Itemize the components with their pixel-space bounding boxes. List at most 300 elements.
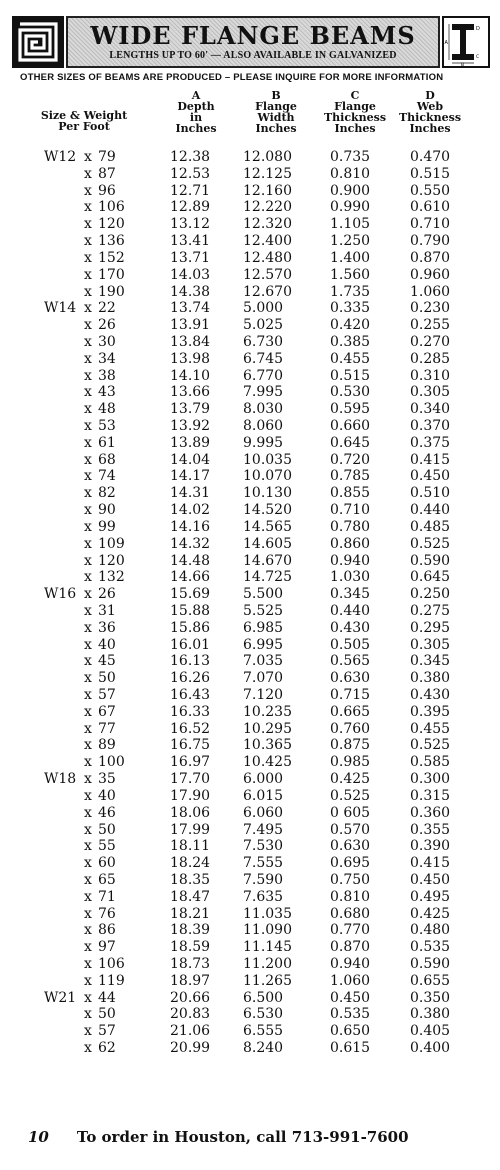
table-row (0, 1023, 500, 1040)
web-thickness-cell: 0.315 (410, 787, 451, 804)
web-thickness-cell: 0.270 (410, 333, 451, 350)
flange-thickness-cell: 0.515 (330, 367, 371, 384)
flange-width-cell: 5.000 (243, 300, 284, 317)
web-thickness-cell: 0.790 (410, 233, 451, 250)
web-thickness-cell: 0.275 (410, 602, 451, 619)
table-row (0, 939, 500, 956)
x-cell: x (84, 350, 92, 367)
size-cell: W14 (44, 300, 77, 317)
greek-key-logo-icon (12, 16, 64, 68)
flange-width-cell: 14.520 (243, 502, 292, 519)
weight-cell: 40 (98, 787, 116, 804)
depth-cell: 16.33 (170, 703, 211, 720)
flange-width-cell: 12.480 (243, 249, 292, 266)
flange-width-cell: 6.770 (243, 367, 284, 384)
web-thickness-cell: 0.510 (410, 485, 451, 502)
table-row (0, 166, 500, 183)
web-thickness-cell: 0.525 (410, 535, 451, 552)
x-cell: x (84, 787, 92, 804)
table-row (0, 721, 500, 738)
title-banner (6, 16, 492, 68)
flange-width-cell: 7.555 (243, 855, 284, 872)
flange-width-cell: 7.070 (243, 670, 284, 687)
depth-cell: 14.66 (170, 569, 211, 586)
flange-width-cell: 10.295 (243, 720, 292, 737)
web-thickness-cell: 0.430 (410, 687, 451, 703)
flange-thickness-cell: 1.735 (330, 283, 371, 300)
column-header-size: Size & Weight Per Foot (40, 109, 128, 133)
x-cell: x (84, 855, 92, 872)
column-header-web-thickness: D Web Thickness Inches (398, 89, 462, 135)
flange-thickness-cell: 0.810 (330, 165, 371, 182)
depth-cell: 14.10 (170, 367, 211, 384)
table-row (0, 822, 500, 839)
flange-width-cell: 7.590 (243, 871, 284, 888)
flange-width-cell: 11.200 (243, 956, 292, 972)
x-cell: x (84, 283, 92, 300)
table-row (0, 653, 500, 670)
web-thickness-cell: 0.350 (410, 989, 451, 1006)
weight-cell: 96 (98, 182, 116, 199)
web-thickness-cell: 0.285 (410, 350, 451, 367)
table-row (0, 973, 500, 990)
x-cell: x (84, 333, 92, 350)
flange-width-cell: 10.235 (243, 703, 292, 720)
flange-thickness-cell: 0.630 (330, 670, 371, 687)
order-phone-text: To order in Houston, call 713-991-7600 (76, 1128, 409, 1146)
flange-width-cell: 6.500 (243, 989, 284, 1006)
weight-cell: 152 (98, 249, 125, 266)
web-thickness-cell: 0.250 (410, 586, 451, 603)
diagram-label-c: C (476, 55, 480, 60)
table-row (0, 216, 500, 233)
table-row (0, 687, 500, 704)
page-number: 10 (28, 1128, 49, 1146)
x-cell: x (84, 754, 92, 771)
depth-cell: 13.84 (170, 333, 211, 350)
web-thickness-cell: 0.525 (410, 737, 451, 754)
weight-cell: 109 (98, 535, 125, 552)
x-cell: x (84, 989, 92, 1006)
table-row (0, 368, 500, 385)
depth-cell: 18.11 (170, 838, 211, 855)
x-cell: x (84, 602, 92, 619)
web-thickness-cell: 0.455 (410, 720, 451, 737)
weight-cell: 50 (98, 670, 116, 687)
flange-thickness-cell: 0.535 (330, 1006, 371, 1023)
web-thickness-cell: 0.645 (410, 569, 451, 586)
flange-thickness-cell: 0.440 (330, 602, 371, 619)
weight-cell: 36 (98, 619, 116, 636)
table-row (0, 384, 500, 401)
page-footer (28, 1128, 409, 1146)
weight-cell: 22 (98, 300, 116, 317)
table-row (0, 536, 500, 553)
web-thickness-cell: 0.255 (410, 317, 451, 334)
x-cell: x (84, 384, 92, 401)
x-cell: x (84, 956, 92, 972)
flange-thickness-cell: 0.650 (330, 1023, 371, 1040)
column-header-depth: A Depth in Inches (175, 89, 217, 135)
web-thickness-cell: 0.480 (410, 922, 451, 939)
x-cell: x (84, 687, 92, 703)
x-cell: x (84, 216, 92, 233)
web-thickness-cell: 0.360 (410, 804, 451, 821)
x-cell: x (84, 939, 92, 956)
table-row (0, 452, 500, 469)
depth-cell: 12.38 (170, 149, 211, 165)
depth-cell: 14.04 (170, 451, 211, 468)
table-row (0, 788, 500, 805)
web-thickness-cell: 0.400 (410, 1040, 451, 1057)
weight-cell: 89 (98, 737, 116, 754)
flange-width-cell: 11.090 (243, 922, 292, 939)
size-cell: W16 (44, 586, 77, 603)
flange-thickness-cell: 0.900 (330, 182, 371, 199)
flange-thickness-cell: 0.450 (330, 989, 371, 1006)
table-row (0, 872, 500, 889)
size-cell: W12 (44, 149, 77, 165)
depth-cell: 18.73 (170, 956, 211, 972)
x-cell: x (84, 149, 92, 165)
depth-cell: 12.89 (170, 199, 211, 216)
flange-width-cell: 12.080 (243, 149, 292, 165)
weight-cell: 57 (98, 687, 116, 703)
diagram-label-a: A (444, 40, 448, 46)
depth-cell: 14.31 (170, 485, 211, 502)
weight-cell: 48 (98, 401, 116, 418)
weight-cell: 120 (98, 216, 125, 233)
x-cell: x (84, 451, 92, 468)
flange-width-cell: 14.725 (243, 569, 292, 586)
flange-thickness-cell: 0.615 (330, 1040, 371, 1057)
x-cell: x (84, 905, 92, 922)
flange-width-cell: 10.035 (243, 451, 292, 468)
depth-cell: 18.39 (170, 922, 211, 939)
flange-width-cell: 7.995 (243, 384, 284, 401)
x-cell: x (84, 1023, 92, 1040)
flange-thickness-cell: 0.455 (330, 350, 371, 367)
flange-thickness-cell: 0.715 (330, 687, 371, 703)
table-row (0, 754, 500, 771)
depth-cell: 18.97 (170, 972, 211, 989)
web-thickness-cell: 0.960 (410, 266, 451, 283)
flange-thickness-cell: 0.870 (330, 939, 371, 956)
web-thickness-cell: 0.515 (410, 165, 451, 182)
table-row (0, 284, 500, 301)
web-thickness-cell: 0.440 (410, 502, 451, 519)
flange-width-cell: 6.000 (243, 771, 284, 788)
depth-cell: 13.12 (170, 216, 211, 233)
i-beam-diagram-icon (442, 16, 490, 68)
x-cell: x (84, 922, 92, 939)
x-cell: x (84, 821, 92, 838)
table-row (0, 990, 500, 1007)
flange-thickness-cell: 0.335 (330, 300, 371, 317)
table-row (0, 502, 500, 519)
web-thickness-cell: 0.355 (410, 821, 451, 838)
table-row (0, 401, 500, 418)
depth-cell: 18.59 (170, 939, 211, 956)
flange-width-cell: 11.035 (243, 905, 292, 922)
table-row (0, 468, 500, 485)
table-row (0, 317, 500, 334)
flange-thickness-cell: 0.710 (330, 502, 371, 519)
table-row (0, 620, 500, 637)
flange-thickness-cell: 0.565 (330, 653, 371, 670)
table-row (0, 183, 500, 200)
weight-cell: 74 (98, 468, 116, 485)
weight-cell: 62 (98, 1040, 116, 1057)
flange-thickness-cell: 0.990 (330, 199, 371, 216)
flange-thickness-cell: 0.780 (330, 518, 371, 535)
depth-cell: 14.32 (170, 535, 211, 552)
x-cell: x (84, 401, 92, 418)
flange-width-cell: 6.995 (243, 636, 284, 653)
flange-thickness-cell: 0.420 (330, 317, 371, 334)
table-row (0, 418, 500, 435)
weight-cell: 53 (98, 418, 116, 434)
flange-thickness-cell: 0.430 (330, 619, 371, 636)
flange-width-cell: 6.015 (243, 787, 284, 804)
table-row (0, 300, 500, 317)
flange-width-cell: 14.670 (243, 552, 292, 569)
flange-width-cell: 12.125 (243, 165, 292, 182)
weight-cell: 68 (98, 451, 116, 468)
size-cell: W21 (44, 989, 77, 1006)
flange-width-cell: 6.985 (243, 619, 284, 636)
web-thickness-cell: 0.610 (410, 199, 451, 216)
x-cell: x (84, 1040, 92, 1057)
flange-width-cell: 12.570 (243, 266, 292, 283)
flange-thickness-cell: 1.250 (330, 233, 371, 250)
weight-cell: 38 (98, 367, 116, 384)
weight-cell: 57 (98, 1023, 116, 1040)
size-cell: W18 (44, 771, 77, 788)
flange-thickness-cell: 0 605 (330, 804, 371, 821)
web-thickness-cell: 0.295 (410, 619, 451, 636)
depth-cell: 18.47 (170, 888, 211, 905)
x-cell: x (84, 888, 92, 905)
web-thickness-cell: 0.405 (410, 1023, 451, 1040)
flange-thickness-cell: 1.560 (330, 266, 371, 283)
table-row (0, 435, 500, 452)
table-row (0, 670, 500, 687)
flange-thickness-cell: 0.665 (330, 703, 371, 720)
web-thickness-cell: 0.375 (410, 434, 451, 451)
web-thickness-cell: 0.450 (410, 871, 451, 888)
depth-cell: 13.91 (170, 317, 211, 334)
weight-cell: 26 (98, 586, 116, 603)
depth-cell: 13.74 (170, 300, 211, 317)
weight-cell: 106 (98, 199, 125, 216)
table-row (0, 603, 500, 620)
x-cell: x (84, 518, 92, 535)
x-cell: x (84, 233, 92, 250)
web-thickness-cell: 0.470 (410, 149, 451, 165)
flange-thickness-cell: 0.720 (330, 451, 371, 468)
table-row (0, 250, 500, 267)
flange-width-cell: 14.565 (243, 518, 292, 535)
depth-cell: 16.26 (170, 670, 211, 687)
x-cell: x (84, 249, 92, 266)
weight-cell: 44 (98, 989, 116, 1006)
table-row (0, 1006, 500, 1023)
web-thickness-cell: 0.415 (410, 451, 451, 468)
depth-cell: 13.71 (170, 249, 211, 266)
table-row (0, 637, 500, 654)
depth-cell: 16.75 (170, 737, 211, 754)
depth-cell: 21.06 (170, 1023, 211, 1040)
x-cell: x (84, 165, 92, 182)
web-thickness-cell: 0.305 (410, 384, 451, 401)
x-cell: x (84, 199, 92, 216)
flange-width-cell: 5.500 (243, 586, 284, 603)
flange-width-cell: 7.530 (243, 838, 284, 855)
weight-cell: 43 (98, 384, 116, 401)
web-thickness-cell: 0.655 (410, 972, 451, 989)
depth-cell: 16.97 (170, 754, 211, 771)
flange-thickness-cell: 0.855 (330, 485, 371, 502)
inquiry-notice: OTHER SIZES OF BEAMS ARE PRODUCED – PLEASE INQUIRE FOR MORE INFORMATION (20, 72, 444, 83)
flange-width-cell: 10.130 (243, 485, 292, 502)
table-row (0, 267, 500, 284)
weight-cell: 100 (98, 754, 125, 771)
x-cell: x (84, 535, 92, 552)
depth-cell: 20.66 (170, 989, 211, 1006)
weight-cell: 86 (98, 922, 116, 939)
flange-thickness-cell: 0.595 (330, 401, 371, 418)
depth-cell: 12.53 (170, 165, 211, 182)
web-thickness-cell: 0.590 (410, 552, 451, 569)
weight-cell: 97 (98, 939, 116, 956)
table-row (0, 838, 500, 855)
x-cell: x (84, 317, 92, 334)
x-cell: x (84, 670, 92, 687)
x-cell: x (84, 619, 92, 636)
flange-width-cell: 11.265 (243, 972, 292, 989)
flange-width-cell: 6.060 (243, 804, 284, 821)
weight-cell: 40 (98, 636, 116, 653)
x-cell: x (84, 636, 92, 653)
x-cell: x (84, 720, 92, 737)
web-thickness-cell: 0.310 (410, 367, 451, 384)
x-cell: x (84, 367, 92, 384)
weight-cell: 35 (98, 771, 116, 788)
x-cell: x (84, 586, 92, 603)
depth-cell: 18.35 (170, 871, 211, 888)
weight-cell: 79 (98, 149, 116, 165)
web-thickness-cell: 0.340 (410, 401, 451, 418)
flange-width-cell: 10.070 (243, 468, 292, 485)
flange-width-cell: 5.525 (243, 602, 284, 619)
depth-cell: 18.24 (170, 855, 211, 872)
weight-cell: 90 (98, 502, 116, 519)
flange-thickness-cell: 0.760 (330, 720, 371, 737)
depth-cell: 12.71 (170, 182, 211, 199)
weight-cell: 61 (98, 434, 116, 451)
flange-width-cell: 8.030 (243, 401, 284, 418)
x-cell: x (84, 871, 92, 888)
web-thickness-cell: 0.450 (410, 468, 451, 485)
flange-thickness-cell: 0.875 (330, 737, 371, 754)
x-cell: x (84, 703, 92, 720)
depth-cell: 16.13 (170, 653, 211, 670)
flange-width-cell: 7.635 (243, 888, 284, 905)
table-row (0, 1040, 500, 1057)
weight-cell: 50 (98, 821, 116, 838)
x-cell: x (84, 300, 92, 317)
depth-cell: 14.38 (170, 283, 211, 300)
flange-width-cell: 12.400 (243, 233, 292, 250)
depth-cell: 15.88 (170, 602, 211, 619)
table-row (0, 334, 500, 351)
depth-cell: 16.01 (170, 636, 211, 653)
web-thickness-cell: 0.590 (410, 956, 451, 972)
weight-cell: 60 (98, 855, 116, 872)
depth-cell: 13.89 (170, 434, 211, 451)
weight-cell: 120 (98, 552, 125, 569)
x-cell: x (84, 266, 92, 283)
depth-cell: 17.99 (170, 821, 211, 838)
depth-cell: 15.69 (170, 586, 211, 603)
web-thickness-cell: 0.380 (410, 1006, 451, 1023)
depth-cell: 14.03 (170, 266, 211, 283)
depth-cell: 15.86 (170, 619, 211, 636)
depth-cell: 13.98 (170, 350, 211, 367)
depth-cell: 18.21 (170, 905, 211, 922)
flange-thickness-cell: 1.400 (330, 249, 371, 266)
table-row (0, 199, 500, 216)
weight-cell: 30 (98, 333, 116, 350)
weight-cell: 67 (98, 703, 116, 720)
depth-cell: 17.70 (170, 771, 211, 788)
depth-cell: 14.48 (170, 552, 211, 569)
weight-cell: 46 (98, 804, 116, 821)
flange-width-cell: 11.145 (243, 939, 292, 956)
weight-cell: 82 (98, 485, 116, 502)
depth-cell: 14.02 (170, 502, 211, 519)
page-subtitle: LENGTHS UP TO 60' — ALSO AVAILABLE IN GALVANIZED (109, 50, 397, 61)
flange-width-cell: 6.555 (243, 1023, 284, 1040)
flange-width-cell: 7.120 (243, 687, 284, 703)
weight-cell: 136 (98, 233, 125, 250)
flange-width-cell: 12.670 (243, 283, 292, 300)
flange-thickness-cell: 0.425 (330, 771, 371, 788)
flange-thickness-cell: 0.530 (330, 384, 371, 401)
weight-cell: 106 (98, 956, 125, 972)
table-row (0, 553, 500, 570)
flange-thickness-cell: 0.645 (330, 434, 371, 451)
depth-cell: 13.79 (170, 401, 211, 418)
depth-cell: 14.17 (170, 468, 211, 485)
flange-thickness-cell: 0.385 (330, 333, 371, 350)
x-cell: x (84, 502, 92, 519)
flange-width-cell: 7.495 (243, 821, 284, 838)
page-title: WIDE FLANGE BEAMS (90, 21, 416, 50)
weight-cell: 132 (98, 569, 125, 586)
x-cell: x (84, 552, 92, 569)
flange-thickness-cell: 0.695 (330, 855, 371, 872)
web-thickness-cell: 0.305 (410, 636, 451, 653)
table-row (0, 485, 500, 502)
web-thickness-cell: 0.585 (410, 754, 451, 771)
depth-cell: 13.41 (170, 233, 211, 250)
weight-cell: 65 (98, 871, 116, 888)
flange-thickness-cell: 0.630 (330, 838, 371, 855)
table-row (0, 771, 500, 788)
flange-thickness-cell: 0.940 (330, 956, 371, 972)
